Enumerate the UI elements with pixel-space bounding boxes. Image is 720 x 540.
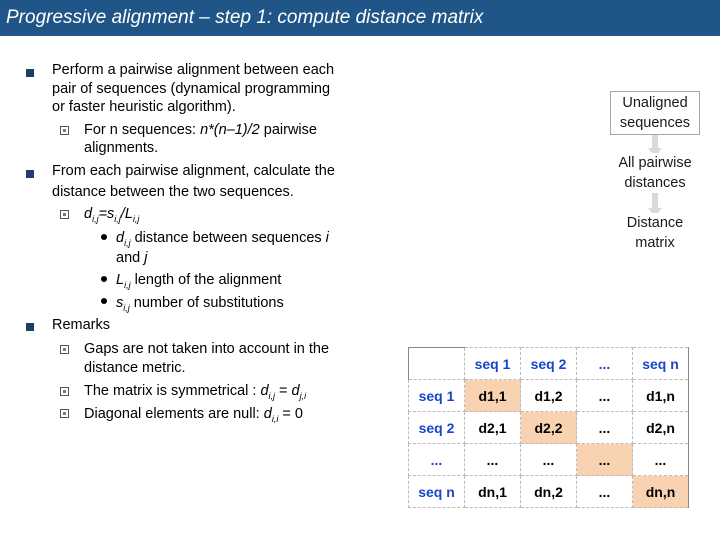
- row-header: seq 2: [409, 412, 465, 444]
- bullet-2-line-1: From each pairwise alignment, calculate the: [52, 163, 335, 179]
- bullet-1-line-1: Perform a pairwise alignment between each: [52, 62, 335, 78]
- dot-bullet-icon: [101, 298, 107, 304]
- matrix-cell: ...: [521, 444, 577, 476]
- table-row: [409, 380, 689, 412]
- matrix-cell: d1,n: [633, 380, 689, 412]
- matrix-cell-diagonal: ...: [577, 444, 633, 476]
- matrix-cell: dn,2: [521, 476, 577, 508]
- matrix-cell-diagonal: dn,n: [633, 476, 689, 508]
- bullet-icon: [26, 69, 34, 77]
- distance-matrix-table: [408, 347, 689, 508]
- matrix-cell: ...: [577, 380, 633, 412]
- matrix-cell: ...: [577, 476, 633, 508]
- row-header: seq n: [409, 476, 465, 508]
- bullet-icon: [26, 323, 34, 331]
- table-corner-cell: [409, 348, 465, 380]
- sub-bullet-icon: [60, 126, 69, 135]
- dot-bullet-icon: [101, 276, 107, 282]
- l-definition: $L_{i,j}$ length of the alignment: [116, 272, 282, 290]
- column-header: seq 1: [465, 348, 521, 380]
- table-header-row: [409, 348, 689, 380]
- matrix-cell: d1,2: [521, 380, 577, 412]
- column-header: seq 2: [521, 348, 577, 380]
- remarks-heading: Remarks: [52, 317, 111, 333]
- matrix-cell: ...: [577, 412, 633, 444]
- bullet-1-sub-line-2: alignments.: [84, 140, 159, 156]
- d-definition-line-2: and j: [116, 250, 148, 266]
- sub-bullet-icon: [60, 387, 69, 396]
- matrix-cell: d2,n: [633, 412, 689, 444]
- column-header: seq n: [633, 348, 689, 380]
- flow-step-distance-matrix: [610, 213, 700, 253]
- slide-title: Progressive alignment – step 1: compute distance matrix: [6, 7, 484, 28]
- matrix-cell: dn,1: [465, 476, 521, 508]
- row-header: ...: [409, 444, 465, 476]
- matrix-cell: ...: [633, 444, 689, 476]
- remark-1-line-1: Gaps are not taken into account in the: [84, 341, 330, 357]
- column-header: ...: [577, 348, 633, 380]
- title-bar: [0, 0, 720, 36]
- table-row: [409, 476, 689, 508]
- sub-bullet-icon: [60, 345, 69, 354]
- bullet-1-line-3: or faster heuristic algorithm).: [52, 99, 236, 115]
- table-row: [409, 444, 689, 476]
- flow-step-label: All pairwise: [618, 155, 692, 171]
- sub-bullet-icon: [60, 210, 69, 219]
- remark-3: Diagonal elements are null: $d_{i,i} = 0$: [84, 406, 303, 424]
- flow-step-label: matrix: [635, 235, 675, 251]
- flow-step-label: Unaligned: [622, 95, 688, 111]
- matrix-cell-diagonal: d1,1: [465, 380, 521, 412]
- matrix-cell: d2,1: [465, 412, 521, 444]
- bullet-1-line-2: pair of sequences (dynamical programming: [52, 81, 331, 97]
- flow-step-pairwise-distances: [610, 153, 700, 193]
- row-header: seq 1: [409, 380, 465, 412]
- flow-step-label: Distance: [626, 215, 684, 231]
- dot-bullet-icon: [101, 234, 107, 240]
- d-definition-line-1: $d_{i,j}$ distance between sequences i: [116, 230, 329, 248]
- matrix-cell: ...: [465, 444, 521, 476]
- matrix-cell-diagonal: d2,2: [521, 412, 577, 444]
- bullet-1-sub-line-1: For n sequences: n*(n–1)/2 pairwise: [84, 122, 317, 138]
- bullet-icon: [26, 170, 34, 178]
- distance-formula: $d_{i,j}=s_{i,j}/L_{i,j}$: [84, 206, 140, 224]
- s-definition: $s_{i,j}$ number of substitutions: [116, 295, 284, 313]
- flow-step-label: distances: [624, 175, 686, 191]
- sub-bullet-icon: [60, 409, 69, 418]
- flow-step-label: sequences: [619, 115, 691, 131]
- table-row: [409, 412, 689, 444]
- flow-step-unaligned-sequences: [610, 91, 700, 135]
- remark-1-line-2: distance metric.: [84, 360, 186, 376]
- remark-2: The matrix is symmetrical : $d_{i,j} = d_{j,i}$: [84, 383, 307, 401]
- bullet-2-line-2: distance between the two sequences.: [52, 184, 294, 200]
